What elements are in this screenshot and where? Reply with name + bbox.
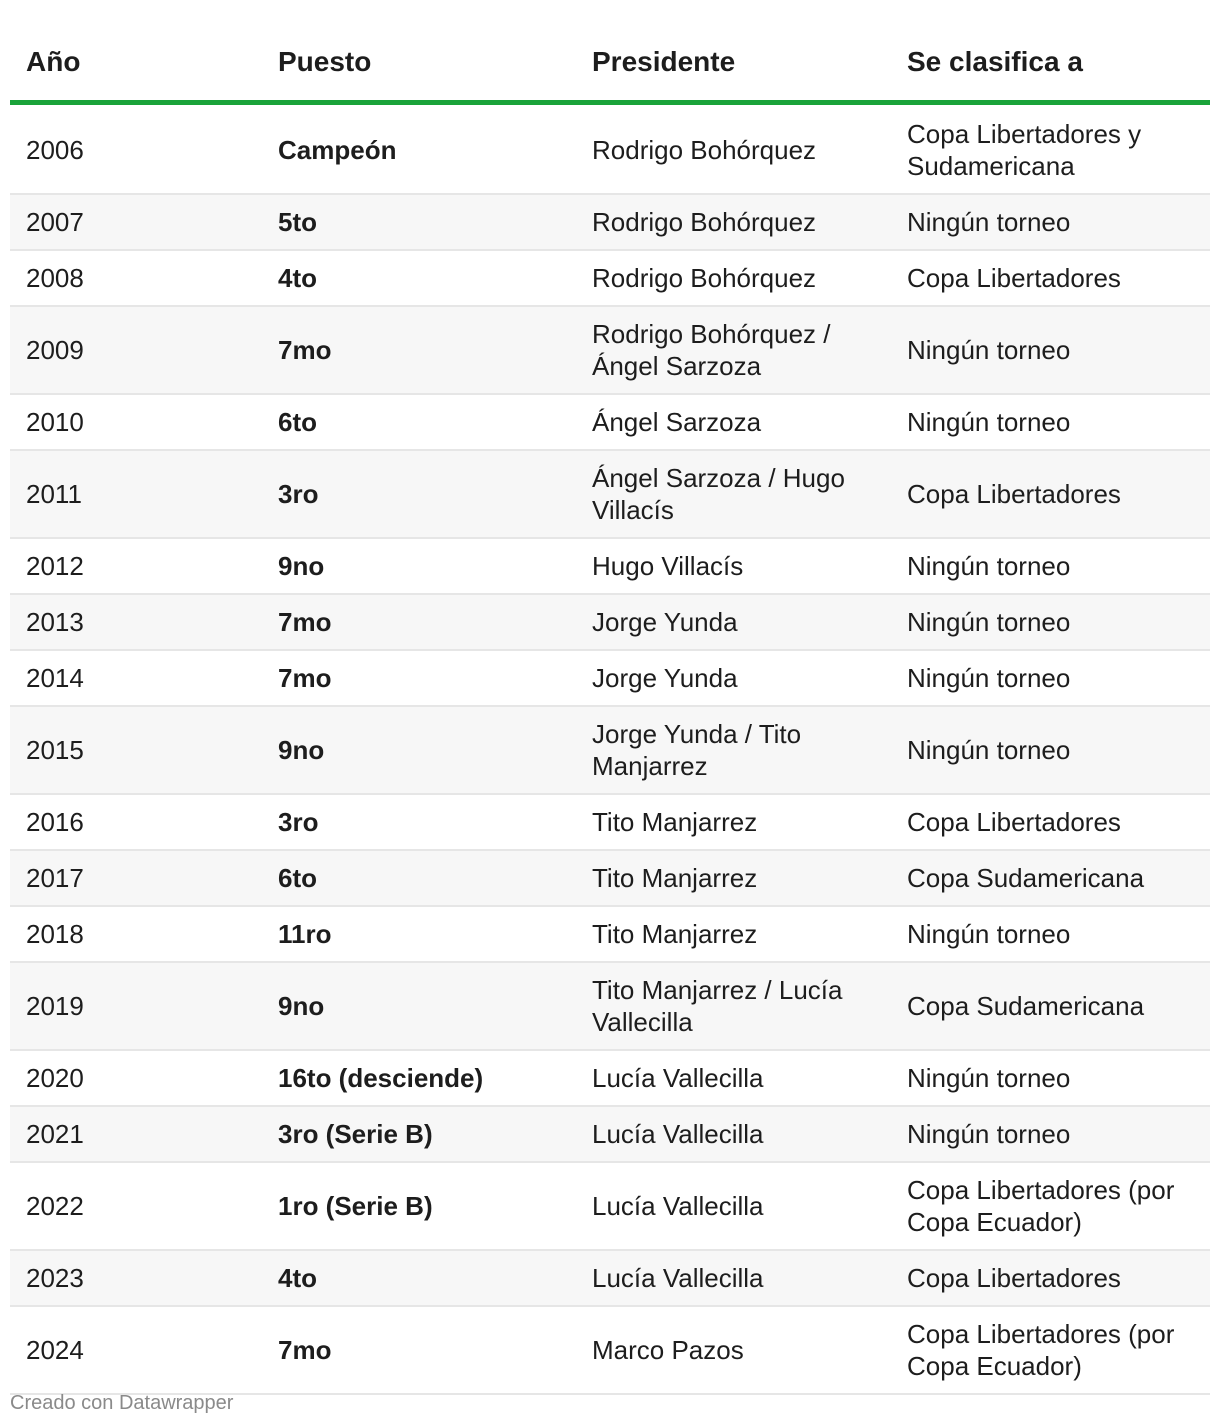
cell-clasifica: Ningún torneo bbox=[891, 1050, 1210, 1106]
cell-puesto: 3ro bbox=[262, 450, 576, 538]
cell-puesto: 5to bbox=[262, 194, 576, 250]
cell-puesto: 7mo bbox=[262, 594, 576, 650]
cell-anio: 2011 bbox=[10, 450, 262, 538]
cell-puesto: 7mo bbox=[262, 306, 576, 394]
cell-clasifica: Ningún torneo bbox=[891, 706, 1210, 794]
cell-presidente: Tito Manjarrez bbox=[576, 850, 891, 906]
cell-presidente: Lucía Vallecilla bbox=[576, 1106, 891, 1162]
cell-anio: 2020 bbox=[10, 1050, 262, 1106]
table-row bbox=[10, 538, 1210, 594]
cell-clasifica: Copa Libertadores (por Copa Ecuador) bbox=[891, 1306, 1210, 1394]
cell-anio: 2010 bbox=[10, 394, 262, 450]
cell-anio: 2022 bbox=[10, 1162, 262, 1250]
column-header-puesto[interactable]: Puesto bbox=[262, 30, 576, 103]
cell-anio: 2019 bbox=[10, 962, 262, 1050]
cell-puesto: 7mo bbox=[262, 1306, 576, 1394]
cell-anio: 2016 bbox=[10, 794, 262, 850]
table-row bbox=[10, 1050, 1210, 1106]
column-header-clasifica[interactable]: Se clasifica a bbox=[891, 30, 1210, 103]
table-row bbox=[10, 1162, 1210, 1250]
cell-presidente: Rodrigo Bohórquez bbox=[576, 103, 891, 195]
table-row bbox=[10, 306, 1210, 394]
cell-puesto: 9no bbox=[262, 706, 576, 794]
cell-presidente: Lucía Vallecilla bbox=[576, 1050, 891, 1106]
table-row bbox=[10, 794, 1210, 850]
column-header-anio[interactable]: Año bbox=[10, 30, 262, 103]
cell-anio: 2021 bbox=[10, 1106, 262, 1162]
cell-puesto: 7mo bbox=[262, 650, 576, 706]
results-table-container bbox=[10, 30, 1210, 1395]
cell-clasifica: Ningún torneo bbox=[891, 906, 1210, 962]
cell-anio: 2008 bbox=[10, 250, 262, 306]
cell-puesto: 9no bbox=[262, 962, 576, 1050]
cell-puesto: 16to (desciende) bbox=[262, 1050, 576, 1106]
cell-clasifica: Copa Libertadores (por Copa Ecuador) bbox=[891, 1162, 1210, 1250]
cell-presidente: Hugo Villacís bbox=[576, 538, 891, 594]
cell-clasifica: Copa Sudamericana bbox=[891, 850, 1210, 906]
table-row bbox=[10, 1106, 1210, 1162]
cell-presidente: Rodrigo Bohórquez / Ángel Sarzoza bbox=[576, 306, 891, 394]
cell-puesto: 4to bbox=[262, 250, 576, 306]
cell-puesto: 4to bbox=[262, 1250, 576, 1306]
cell-puesto: Campeón bbox=[262, 103, 576, 195]
cell-puesto: 6to bbox=[262, 850, 576, 906]
datawrapper-credit: Creado con Datawrapper bbox=[10, 1392, 234, 1414]
column-header-presidente[interactable]: Presidente bbox=[576, 30, 891, 103]
table-row bbox=[10, 450, 1210, 538]
table-row bbox=[10, 1306, 1210, 1394]
cell-presidente: Tito Manjarrez bbox=[576, 794, 891, 850]
table-row bbox=[10, 194, 1210, 250]
table-header bbox=[10, 30, 1210, 103]
table-body bbox=[10, 103, 1210, 1395]
cell-presidente: Marco Pazos bbox=[576, 1306, 891, 1394]
cell-clasifica: Copa Libertadores bbox=[891, 250, 1210, 306]
cell-puesto: 6to bbox=[262, 394, 576, 450]
cell-anio: 2023 bbox=[10, 1250, 262, 1306]
cell-clasifica: Ningún torneo bbox=[891, 594, 1210, 650]
cell-presidente: Lucía Vallecilla bbox=[576, 1162, 891, 1250]
cell-clasifica: Copa Libertadores y Sudamericana bbox=[891, 103, 1210, 195]
cell-clasifica: Copa Libertadores bbox=[891, 450, 1210, 538]
cell-anio: 2018 bbox=[10, 906, 262, 962]
cell-clasifica: Ningún torneo bbox=[891, 306, 1210, 394]
cell-puesto: 9no bbox=[262, 538, 576, 594]
table-row bbox=[10, 906, 1210, 962]
table-row bbox=[10, 1250, 1210, 1306]
table-row bbox=[10, 250, 1210, 306]
cell-clasifica: Copa Sudamericana bbox=[891, 962, 1210, 1050]
cell-anio: 2007 bbox=[10, 194, 262, 250]
cell-presidente: Lucía Vallecilla bbox=[576, 1250, 891, 1306]
cell-puesto: 11ro bbox=[262, 906, 576, 962]
cell-presidente: Ángel Sarzoza bbox=[576, 394, 891, 450]
results-table bbox=[10, 30, 1210, 1395]
cell-anio: 2014 bbox=[10, 650, 262, 706]
table-row bbox=[10, 394, 1210, 450]
cell-presidente: Tito Manjarrez bbox=[576, 906, 891, 962]
table-row bbox=[10, 850, 1210, 906]
cell-clasifica: Ningún torneo bbox=[891, 538, 1210, 594]
cell-clasifica: Ningún torneo bbox=[891, 650, 1210, 706]
cell-anio: 2015 bbox=[10, 706, 262, 794]
cell-presidente: Jorge Yunda bbox=[576, 650, 891, 706]
table-row bbox=[10, 594, 1210, 650]
cell-clasifica: Ningún torneo bbox=[891, 1106, 1210, 1162]
cell-clasifica: Copa Libertadores bbox=[891, 794, 1210, 850]
table-row bbox=[10, 103, 1210, 195]
cell-puesto: 3ro (Serie B) bbox=[262, 1106, 576, 1162]
cell-presidente: Rodrigo Bohórquez bbox=[576, 194, 891, 250]
cell-presidente: Tito Manjarrez / Lucía Vallecilla bbox=[576, 962, 891, 1050]
cell-presidente: Jorge Yunda bbox=[576, 594, 891, 650]
table-row bbox=[10, 962, 1210, 1050]
cell-anio: 2017 bbox=[10, 850, 262, 906]
cell-anio: 2006 bbox=[10, 103, 262, 195]
cell-puesto: 1ro (Serie B) bbox=[262, 1162, 576, 1250]
cell-anio: 2012 bbox=[10, 538, 262, 594]
cell-anio: 2013 bbox=[10, 594, 262, 650]
cell-clasifica: Copa Libertadores bbox=[891, 1250, 1210, 1306]
cell-clasifica: Ningún torneo bbox=[891, 394, 1210, 450]
cell-anio: 2009 bbox=[10, 306, 262, 394]
table-row bbox=[10, 706, 1210, 794]
cell-presidente: Rodrigo Bohórquez bbox=[576, 250, 891, 306]
table-row bbox=[10, 650, 1210, 706]
cell-presidente: Ángel Sarzoza / Hugo Villacís bbox=[576, 450, 891, 538]
cell-puesto: 3ro bbox=[262, 794, 576, 850]
cell-clasifica: Ningún torneo bbox=[891, 194, 1210, 250]
cell-anio: 2024 bbox=[10, 1306, 262, 1394]
header-row bbox=[10, 30, 1210, 103]
cell-presidente: Jorge Yunda / Tito Manjarrez bbox=[576, 706, 891, 794]
